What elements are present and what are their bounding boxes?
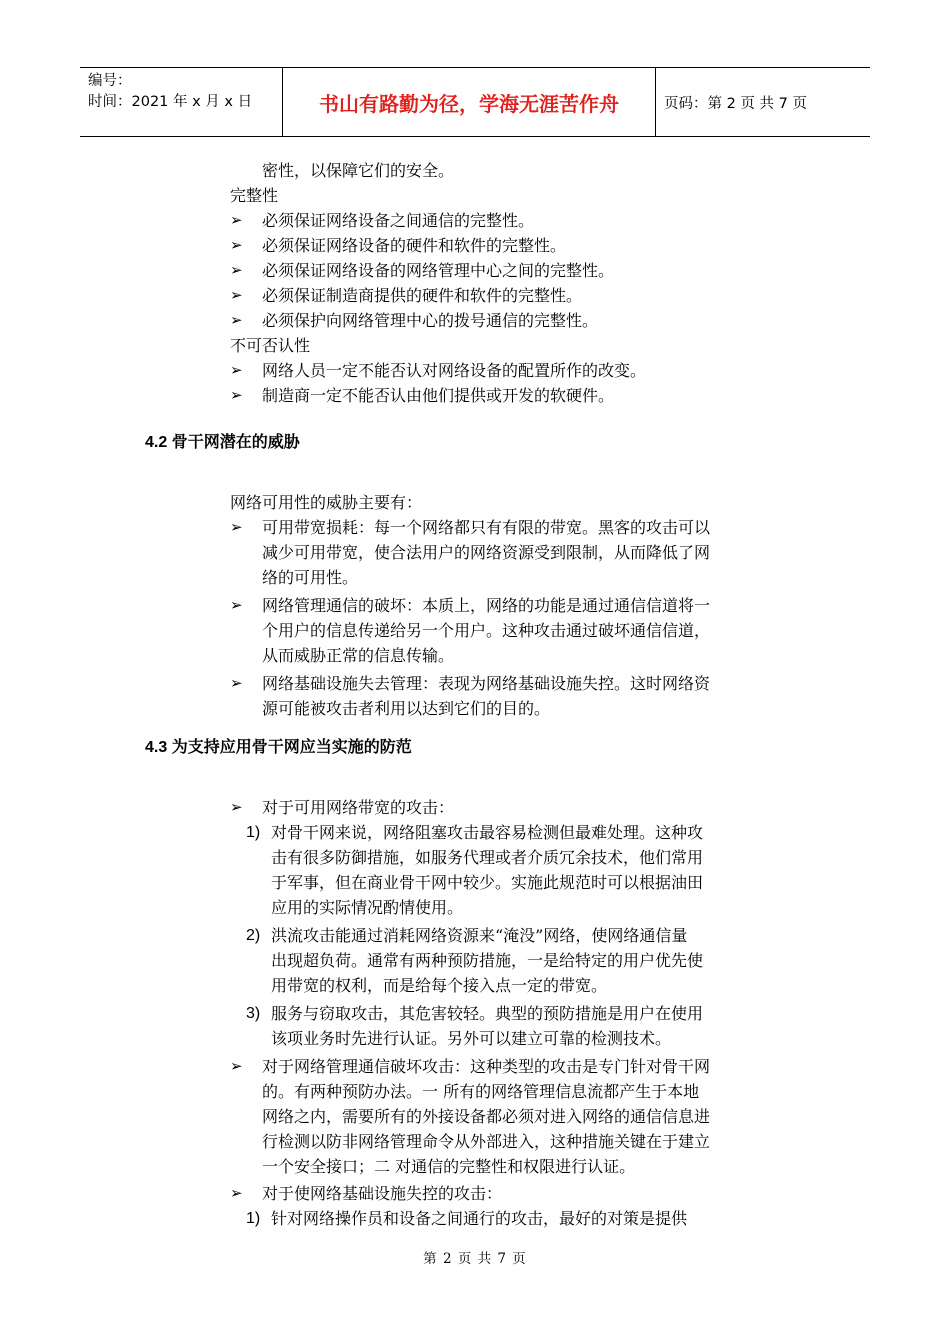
list-item: 必须保证网络设备的硬件和软件的完整性。 (262, 236, 567, 255)
list-item-line: 针对网络操作员和设备之间通行的攻击，最好的对策是提供 (271, 1209, 688, 1228)
list-item: 必须保证网络设备之间通信的完整性。 (262, 211, 535, 230)
section-heading: 4.3 为支持应用骨干网应当实施的防范 (145, 739, 412, 756)
bullet-icon: ➢ (230, 311, 243, 329)
bullet-icon: ➢ (230, 518, 243, 536)
list-number: 3) (246, 1005, 261, 1022)
list-item: 对于可用网络带宽的攻击： (262, 798, 455, 817)
list-item-line: 从而威胁正常的信息传输。 (262, 646, 455, 665)
list-item: 网络人员一定不能否认对网络设备的配置所作的改变。 (262, 361, 647, 380)
list-item-line: 服务与窃取攻击，其危害较轻。典型的预防措施是用户在使用 (271, 1004, 704, 1023)
page-header (80, 67, 870, 137)
bullet-icon: ➢ (230, 674, 243, 692)
section-title: 完整性 (230, 186, 279, 205)
list-item-line: 网络管理通信的破坏：本质上，网络的功能是通过通信信道将一 (262, 596, 711, 615)
header-meta-cell (80, 68, 283, 136)
bullet-icon: ➢ (230, 236, 243, 254)
list-item-line: 网络之内，需要所有的外接设备都必须对进入网络的通信信息进 (262, 1107, 711, 1126)
list-number: 1) (246, 824, 261, 841)
list-item-line: 源可能被攻击者利用以达到它们的目的。 (262, 699, 551, 718)
list-item-line: 该项业务时先进行认证。另外可以建立可靠的检测技术。 (271, 1029, 672, 1048)
list-item-line: 行检测以防非网络管理命令从外部进入，这种措施关键在于建立 (262, 1132, 711, 1151)
list-item-line: 用带宽的权利，而是给每个接入点一定的带宽。 (271, 976, 608, 995)
list-item-line: 可用带宽损耗：每一个网络都只有有限的带宽。黑客的攻击可以 (262, 518, 711, 537)
bullet-icon: ➢ (230, 1184, 243, 1202)
page-footer: 第 2 页 共 7 页 (423, 1251, 527, 1267)
bullet-icon: ➢ (230, 798, 243, 816)
list-item-line: 对于网络管理通信破坏攻击：这种类型的攻击是专门针对骨干网 (262, 1057, 711, 1076)
paragraph: 网络可用性的威胁主要有： (230, 493, 423, 512)
list-item: 必须保证网络设备的网络管理中心之间的完整性。 (262, 261, 615, 280)
list-item-line: 出现超负荷。通常有两种预防措施，一是给特定的用户优先使 (271, 951, 704, 970)
list-item-line: 洪流攻击能通过消耗网络资源来“淹没”网络，使网络通信量 (271, 926, 688, 945)
date-label: 时间：2021 年 x 月 x 日 (88, 94, 253, 110)
header-page-info: 页码：第 2 页 共 7 页 (664, 95, 807, 112)
bullet-icon: ➢ (230, 286, 243, 304)
list-item-line: 于军事，但在商业骨干网中较少。实施此规范时可以根据油田 (271, 873, 704, 892)
bullet-icon: ➢ (230, 261, 243, 279)
bullet-icon: ➢ (230, 386, 243, 404)
list-item-line: 个用户的信息传递给另一个用户。这种攻击通过破坏通信信道， (262, 621, 711, 640)
list-item-line: 对骨干网来说，网络阻塞攻击最容易检测但最难处理。这种攻 (271, 823, 704, 842)
list-item-line: 网络基础设施失去管理：表现为网络基础设施失控。这时网络资 (262, 674, 711, 693)
list-number: 1) (246, 1210, 261, 1227)
list-item-line: 的。有两种预防办法。一 所有的网络管理信息流都产生于本地 (262, 1082, 700, 1101)
list-item: 对于使网络基础设施失控的攻击： (262, 1184, 503, 1203)
list-item: 必须保证制造商提供的硬件和软件的完整性。 (262, 286, 583, 305)
section-title: 不可否认性 (230, 336, 311, 355)
list-number: 2) (246, 927, 261, 944)
list-item-line: 应用的实际情况酌情使用。 (271, 898, 464, 917)
section-heading: 4.2 骨干网潜在的威胁 (145, 434, 300, 451)
list-item-line: 络的可用性。 (262, 568, 359, 587)
list-item-line: 击有很多防御措施，如服务代理或者介质冗余技术，他们常用 (271, 848, 704, 867)
list-item: 制造商一定不能否认由他们提供或开发的软硬件。 (262, 386, 615, 405)
list-item-line: 一个安全接口；二 对通信的完整性和权限进行认证。 (262, 1157, 636, 1176)
continuation-text: 密性，以保障它们的安全。 (262, 161, 455, 180)
bullet-icon: ➢ (230, 211, 243, 229)
list-item: 必须保护向网络管理中心的拨号通信的完整性。 (262, 311, 599, 330)
list-item-line: 减少可用带宽，使合法用户的网络资源受到限制，从而降低了网 (262, 543, 711, 562)
bullet-icon: ➢ (230, 361, 243, 379)
bullet-icon: ➢ (230, 596, 243, 614)
doc-number-label: 编号： (88, 73, 132, 89)
header-motto: 书山有路勤为径，学海无涯苦作舟 (283, 68, 656, 136)
bullet-icon: ➢ (230, 1057, 243, 1075)
